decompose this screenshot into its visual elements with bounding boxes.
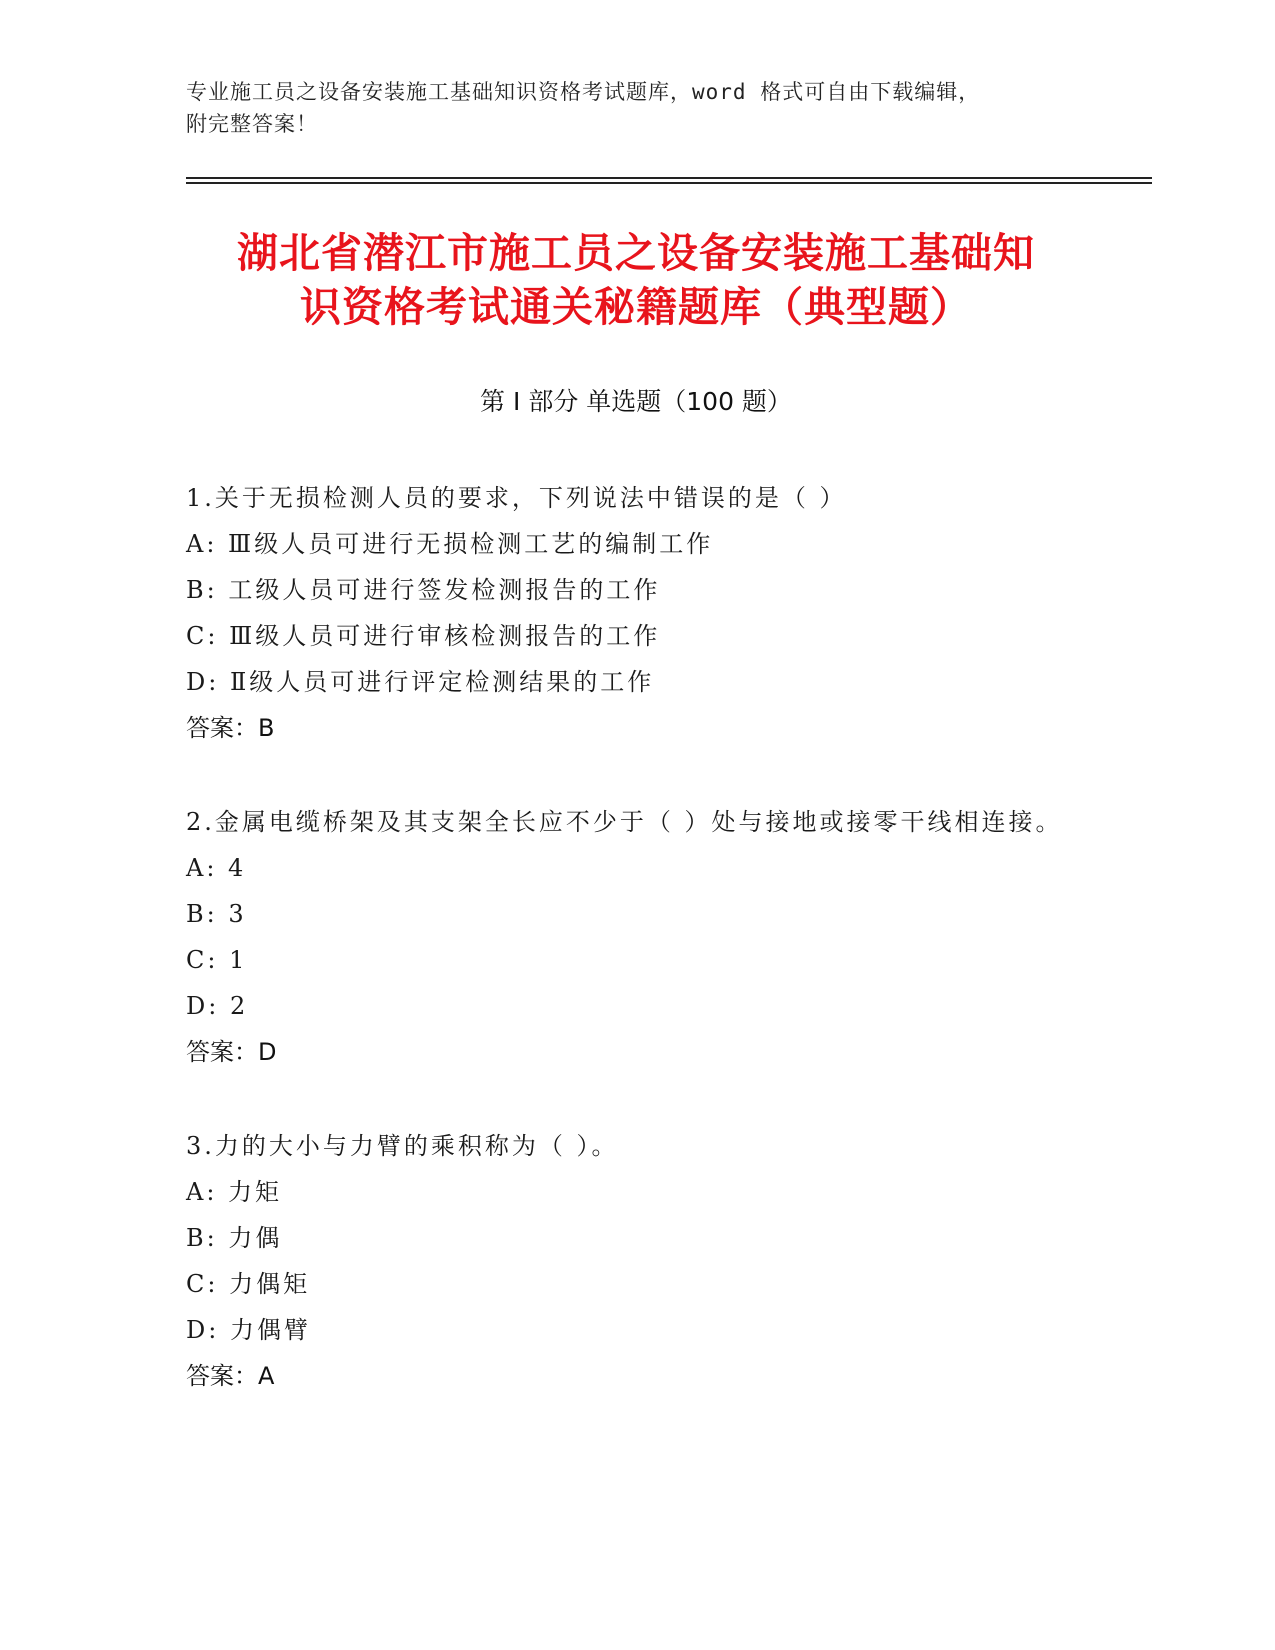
option-c: C: 力偶矩 (186, 1270, 311, 1298)
option-c: C: 1 (186, 946, 248, 974)
section-title: 第 I 部分 单选题（100 题） (480, 387, 792, 416)
answer-text: 答案：A (186, 1362, 275, 1390)
question-item (186, 799, 1086, 1075)
option-d: D: Ⅱ级人员可进行评定检测结果的工作 (186, 668, 655, 696)
option-b: B: 力偶 (186, 1224, 283, 1252)
option-b: B: 3 (186, 900, 247, 928)
document-header-note (186, 76, 1086, 140)
answer-text: 答案：D (186, 1038, 277, 1066)
header-divider-top (186, 177, 1152, 179)
question-item (186, 1123, 1086, 1399)
option-a: A: Ⅲ级人员可进行无损检测工艺的编制工作 (186, 530, 714, 558)
document-title (186, 226, 1086, 334)
question-text: 1.关于无损检测人员的要求，下列说法中错误的是（ ） (186, 484, 847, 512)
option-a: A: 4 (186, 854, 247, 882)
header-divider-bottom (186, 182, 1152, 184)
question-item (186, 475, 1086, 751)
answer-text: 答案：B (186, 714, 275, 742)
option-d: D: 2 (186, 992, 249, 1020)
question-list (186, 475, 1086, 1399)
header-note-line-1: 专业施工员之设备安装施工基础知识资格考试题库，word 格式可自由下载编辑， (186, 80, 981, 104)
question-text: 2.金属电缆桥架及其支架全长应不少于（ ）处与接地或接零干线相连接。 (186, 808, 1063, 836)
option-d: D: 力偶臂 (186, 1316, 311, 1344)
header-note-line-2: 附完整答案！ (186, 112, 318, 136)
document-title-line-2: 识资格考试通关秘籍题库（典型题） (300, 283, 972, 331)
document-title-line-1: 湖北省潜江市施工员之设备安装施工基础知 (237, 229, 1035, 277)
option-a: A: 力矩 (186, 1178, 283, 1206)
option-b: B: 工级人员可进行签发检测报告的工作 (186, 576, 661, 604)
question-text: 3.力的大小与力臂的乘积称为（ ）。 (186, 1132, 619, 1160)
option-c: C: Ⅲ级人员可进行审核检测报告的工作 (186, 622, 661, 650)
